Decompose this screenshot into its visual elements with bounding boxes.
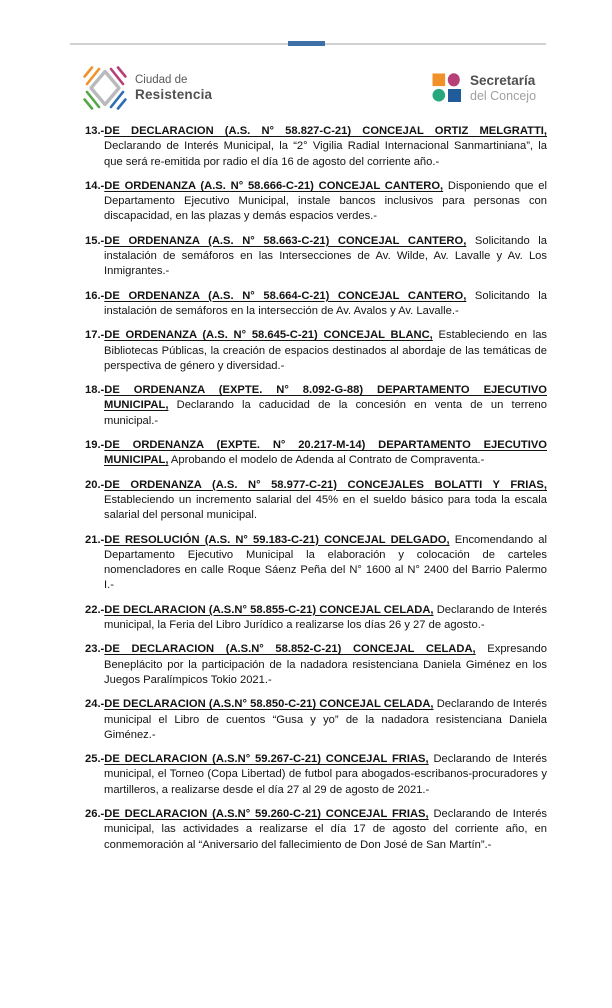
council-logo-line2: del Concejo (470, 88, 537, 103)
item-heading: DE DECLARACION (A.S.N° 59.267-C-21) CONCEJAL FRIAS, (104, 753, 429, 766)
item-heading: DE DECLARACION (A.S.N° 59.260-C-21) CONCEJAL FRIAS, (104, 807, 429, 820)
council-logo-line1: Secretaría (470, 73, 536, 89)
agenda-item (85, 642, 547, 688)
item-body: Encomendando al Departamento Ejecutivo Municipal la elaboración y colocación de carteles nomencladores en calle Roque Sáenz Peña del N° 1600 al N° 2400 del Barrio Palermo I.- (104, 533, 547, 592)
agenda-item (85, 438, 547, 469)
city-logo-text (135, 74, 212, 103)
agenda-item (85, 752, 547, 798)
item-body: Disponiendo que el Departamento Ejecutivo Municipal, instale bancos inclusivos para personas con discapacidad, en las plazas y demás espacios verdes.- (104, 179, 547, 223)
item-heading: DE ORDENANZA (A.S. N° 58.664-C-21) CONCEJAL CANTERO, (104, 289, 467, 302)
item-heading: DE ORDENANZA (A.S. N° 58.663-C-21) CONCEJAL CANTERO, (104, 234, 467, 247)
item-number: 26.- (85, 807, 105, 820)
item-number: 16.- (85, 289, 105, 302)
item-heading: DE ORDENANZA (EXPTE. N° 20.217-M-14) DEPARTAMENTO EJECUTIVO MUNICIPAL, (104, 439, 547, 467)
item-heading: DE DECLARACION (A.S. N° 58.827-C-21) CONCEJAL ORTIZ MELGRATTI, (104, 125, 547, 137)
agenda-item (85, 124, 547, 170)
item-number: 21.- (85, 533, 105, 546)
item-number: 13.- (85, 125, 105, 137)
agenda-item (85, 179, 547, 225)
secretaria-concejo-logo (432, 73, 536, 103)
council-logo-text (470, 73, 536, 103)
item-body: Expresando Beneplácito por la participación de la nadadora resistenciana Daniela Giménez en los Juegos Paralímpicos Tokio 2021.- (104, 643, 547, 686)
item-heading: DE RESOLUCIÓN (A.S. N° 59.183-C-21) CONCEJAL DELGADO, (104, 533, 450, 546)
item-heading: DE ORDENANZA (EXPTE. N° 8.092-G-88) DEPARTAMENTO EJECUTIVO MUNICIPAL, (104, 384, 547, 412)
resistencia-city-logo (83, 64, 212, 112)
item-number: 22.- (85, 603, 105, 616)
city-logo-line2: Resistencia (135, 86, 213, 102)
header-divider (70, 43, 546, 45)
agenda-item (85, 234, 547, 280)
agenda-list (85, 124, 547, 862)
item-heading: DE DECLARACION (A.S.N° 58.855-C-21) CONCEJAL CELADA, (104, 603, 434, 616)
agenda-item (85, 697, 547, 743)
item-body: Solicitando la instalación de semáforos en las Intersecciones de Av. Wilde, Av. Lavalle y Av. Los Inmigrantes.- (104, 234, 547, 278)
item-body: Declarando de Interés municipal el Libro de cuentos “Gusa y yo” de la nadadora resistenciana Daniela Giménez.- (104, 698, 547, 741)
agenda-item (85, 383, 547, 429)
item-heading: DE ORDENANZA (A.S. N° 58.977-C-21) CONCEJALES BOLATTI Y FRIAS, (104, 478, 547, 491)
item-heading: DE DECLARACION (A.S.N° 58.850-C-21) CONCEJAL CELADA, (104, 698, 434, 711)
item-number: 14.- (85, 179, 105, 192)
item-number: 25.- (85, 753, 105, 766)
header-divider-accent (288, 41, 325, 46)
agenda-item (85, 603, 547, 634)
agenda-item (85, 478, 547, 524)
four-shapes-icon (432, 73, 462, 103)
item-body: Declarando de Interés Municipal, la “2° Vigilia Radial Internacional Sanmartiniana”, la que será re-emitida por radio el día 16 de agosto del corriente año.- (104, 140, 547, 168)
item-body: Estableciendo un incremento salarial del 45% en el sueldo básico para toda la escala salarial del personal municipal. (104, 493, 547, 522)
item-body: Solicitando la instalación de semáforos en la intersección de Av. Avalos y Av. Lavalle.- (104, 289, 547, 317)
item-number: 20.- (85, 478, 105, 491)
item-number: 23.- (85, 643, 105, 656)
item-number: 19.- (85, 439, 105, 452)
item-number: 17.- (85, 329, 105, 342)
item-body: Declarando de Interés municipal, el Torneo (Copa Libertad) de futbol para abogados-escribanos-procuradores y martilleros, a realizarse desde el día 27 al 29 de agosto de 2021.- (104, 753, 548, 796)
item-number: 18.- (85, 384, 105, 397)
item-body: Declarando de Interés municipal, las actividades a realizarse el día 17 de agosto del corriente año, en conmemoración al “Aniversario del fallecimiento de Don José de San Martín”.- (104, 807, 548, 851)
item-heading: DE ORDENANZA (A.S. N° 58.666-C-21) CONCEJAL CANTERO, (104, 179, 444, 192)
agenda-item (85, 328, 547, 374)
item-body: Declarando la caducidad de la concesión en venta de un terreno municipal.- (104, 399, 547, 427)
item-heading: DE ORDENANZA (A.S. N° 58.645-C-21) CONCEJAL BLANC, (104, 329, 433, 342)
item-number: 15.- (85, 234, 105, 247)
item-body: Aprobando el modelo de Adenda al Contrato de Compraventa.- (168, 454, 485, 467)
agenda-item (85, 807, 547, 853)
agenda-item (85, 289, 547, 320)
agenda-item (85, 533, 547, 594)
city-logo-line1: Ciudad de (135, 73, 188, 86)
item-body: Declarando de Interés municipal, la Feria del Libro Jurídico a realizarse los días 26 y 27 de agosto.- (104, 603, 547, 632)
diamond-stripes-icon (83, 64, 127, 112)
item-body: Estableciendo en las Bibliotecas Públicas, la creación de espacios destinados al abordaje de las temáticas de perspectiva de género y diversidad.- (104, 329, 548, 372)
item-heading: DE DECLARACION (A.S.N° 58.852-C-21) CONCEJAL CELADA, (104, 643, 476, 656)
item-number: 24.- (85, 698, 105, 711)
